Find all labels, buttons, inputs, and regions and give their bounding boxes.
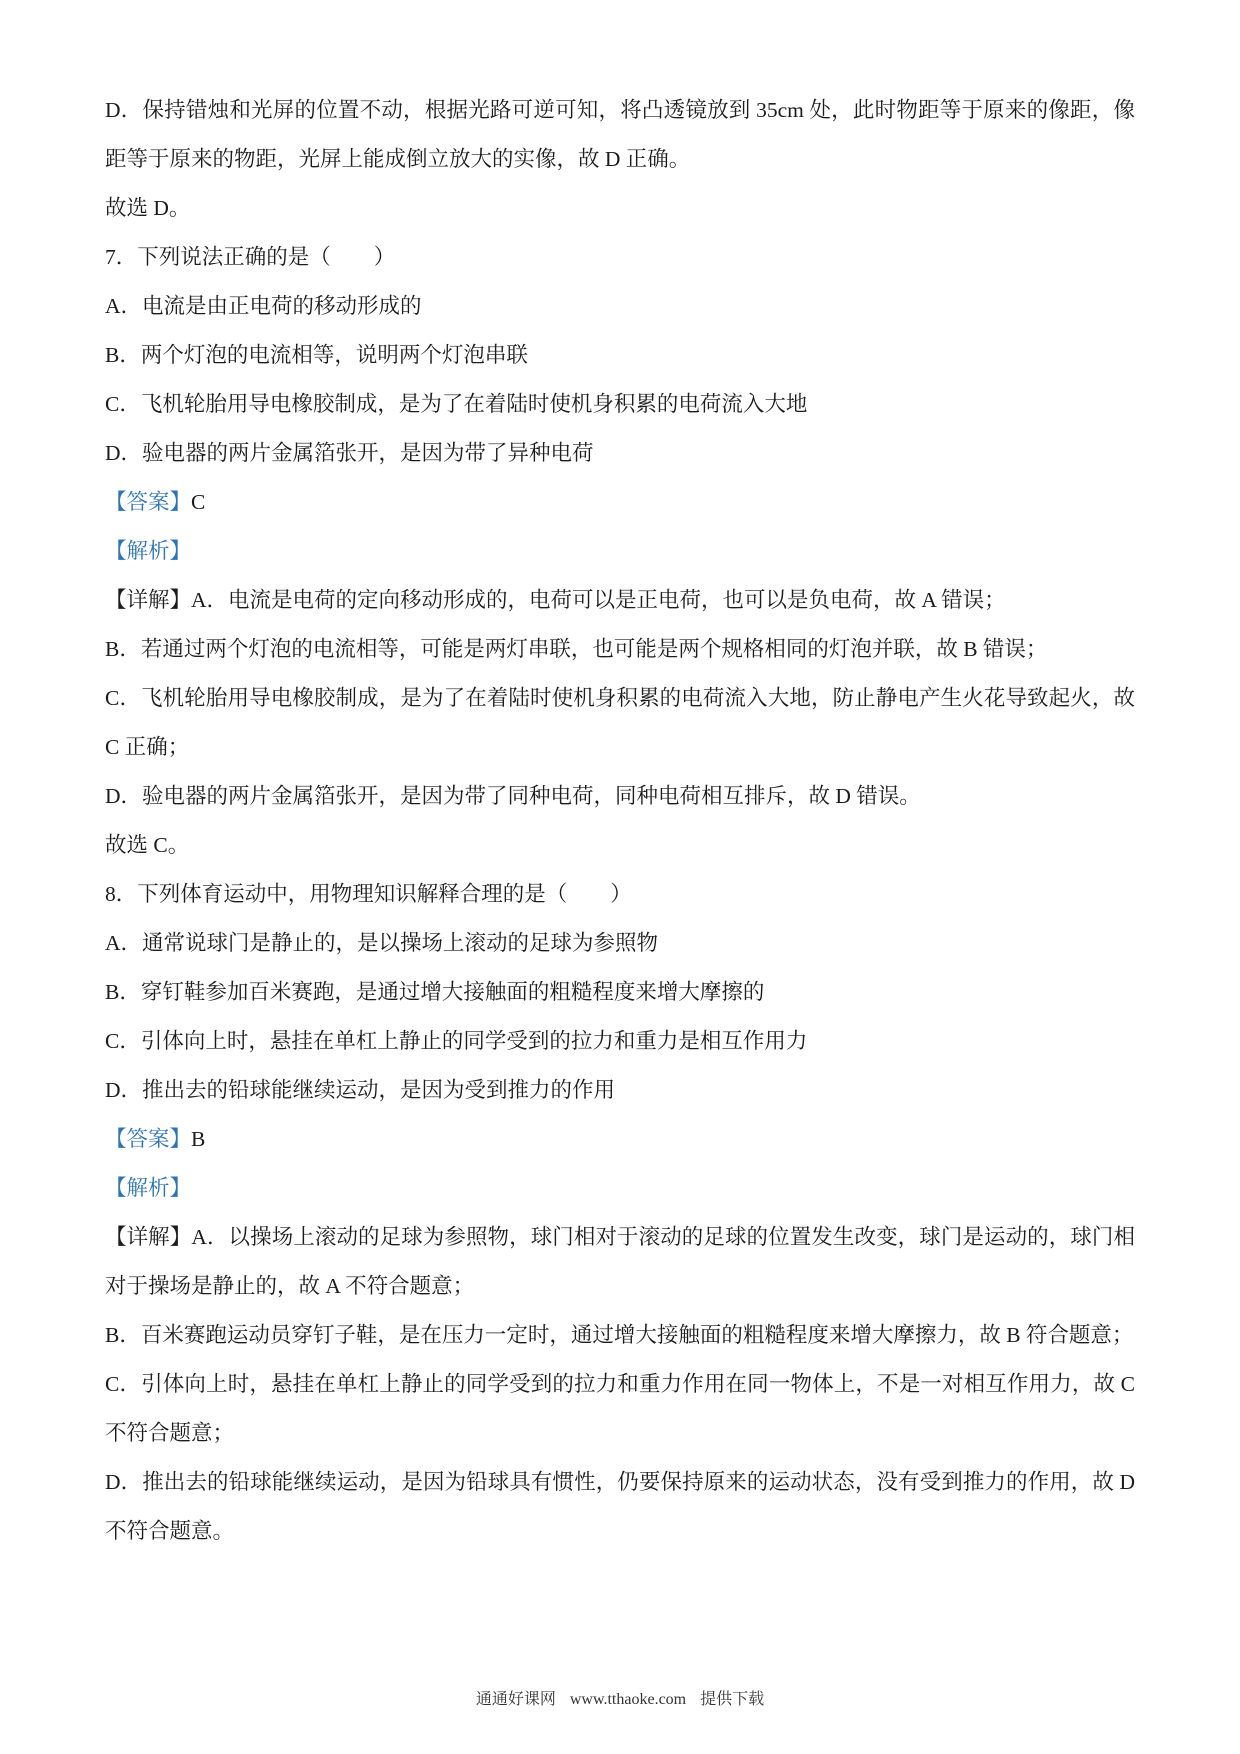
q8-analysis-line <box>105 1164 1135 1213</box>
footer-suffix: 提供下载 <box>700 1691 765 1708</box>
q7-detail-d: D．验电器的两片金属箔张开，是因为带了同种电荷，同种电荷相互排斥，故 D 错误。 <box>105 784 921 808</box>
q7-option-d: D．验电器的两片金属箔张开，是因为带了异种电荷 <box>105 441 594 465</box>
document-content <box>105 86 1135 1556</box>
q7-conclusion: 故选 C。 <box>105 833 190 857</box>
q7-option-a: A．电流是由正电荷的移动形成的 <box>105 294 422 318</box>
q8-detail-a-text: A．以操场上滚动的足球为参照物，球门相对于滚动的足球的位置发生改变，球门是运动的，球门相对于操场是静止的，故 A 不符合题意； <box>105 1225 1135 1298</box>
footer-site-name: 通通好课网 <box>475 1691 556 1708</box>
q8-answer-value: B <box>191 1127 206 1151</box>
q6-option-d-explanation: D．保持错烛和光屏的位置不动，根据光路可逆可知，将凸透镜放到 35cm 处，此时物距等于原来的像距，像距等于原来的物距，光屏上能成倒立放大的实像，故 D 正确。 <box>105 98 1135 171</box>
q7-detail-a-text: A．电流是电荷的定向移动形成的，电荷可以是正电荷，也可以是负电荷，故 A 错误； <box>191 588 1006 612</box>
q8-detail-a <box>105 1213 1135 1311</box>
q7-detail-a <box>105 576 1135 625</box>
q8-analysis-label: 【解析】 <box>105 1176 192 1200</box>
q8-option-c: C．引体向上时，悬挂在单杠上静止的同学受到的拉力和重力是相互作用力 <box>105 1029 808 1053</box>
q8-answer-label: 【答案】 <box>105 1127 192 1151</box>
q7-option-b: B．两个灯泡的电流相等，说明两个灯泡串联 <box>105 343 528 367</box>
page-footer <box>0 1688 1240 1712</box>
q7-detail-label: 【详解】 <box>105 588 192 612</box>
q8-detail-c: C．引体向上时，悬挂在单杠上静止的同学受到的拉力和重力作用在同一物体上，不是一对相互作用力，故 C 不符合题意； <box>105 1372 1135 1445</box>
q7-analysis-label: 【解析】 <box>105 539 192 563</box>
q7-answer-line <box>105 478 1135 527</box>
q8-option-a: A．通常说球门是静止的，是以操场上滚动的足球为参照物 <box>105 931 659 955</box>
q8-detail-d: D．推出去的铅球能继续运动，是因为铅球具有惯性，仍要保持原来的运动状态，没有受到推力的作用，故 D 不符合题意。 <box>105 1470 1135 1543</box>
q8-answer-line <box>105 1115 1135 1164</box>
q7-answer-value: C <box>191 490 206 514</box>
q7-answer-label: 【答案】 <box>105 490 192 514</box>
q7-detail-b: B．若通过两个灯泡的电流相等，可能是两灯串联，也可能是两个规格相同的灯泡并联，故 B 错误； <box>105 637 1048 661</box>
footer-url: www.tthaoke.com <box>569 1691 687 1708</box>
q7-analysis-line <box>105 527 1135 576</box>
q8-stem: 8．下列体育运动中，用物理知识解释合理的是（ ） <box>105 882 632 906</box>
q6-conclusion: 故选 D。 <box>105 196 191 220</box>
q8-option-d: D．推出去的铅球能继续运动，是因为受到推力的作用 <box>105 1078 616 1102</box>
q7-detail-c: C．飞机轮胎用导电橡胶制成，是为了在着陆时使机身积累的电荷流入大地，防止静电产生火花导致起火，故 C 正确； <box>105 686 1135 759</box>
q7-stem: 7．下列说法正确的是（ ） <box>105 245 396 269</box>
q8-detail-label: 【详解】 <box>105 1225 192 1249</box>
q8-detail-b: B．百米赛跑运动员穿钉子鞋，是在压力一定时，通过增大接触面的粗糙程度来增大摩擦力，故 B 符合题意； <box>105 1323 1134 1347</box>
q8-option-b: B．穿钉鞋参加百米赛跑，是通过增大接触面的粗糙程度来增大摩擦的 <box>105 980 765 1004</box>
q7-option-c: C．飞机轮胎用导电橡胶制成，是为了在着陆时使机身积累的电荷流入大地 <box>105 392 808 416</box>
